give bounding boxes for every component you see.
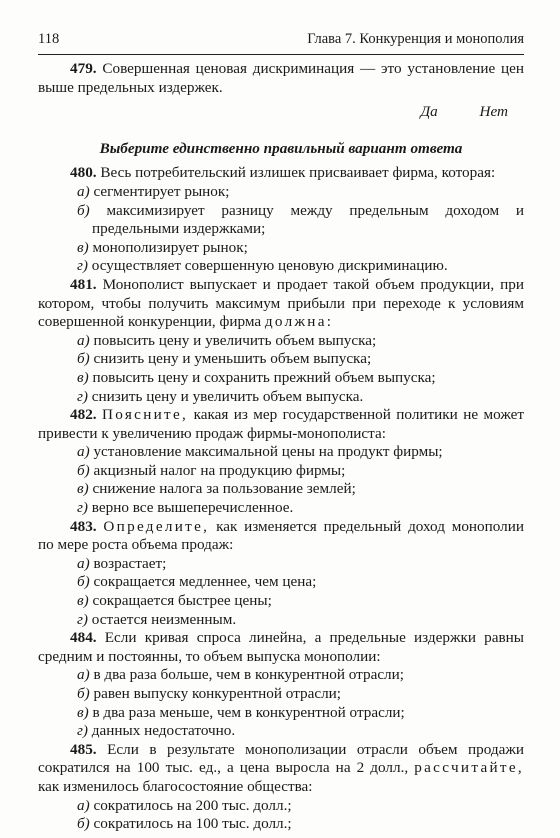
options-485 — [38, 797, 524, 834]
option-letter: г) — [77, 610, 88, 628]
header-divider — [38, 54, 524, 55]
option-letter: г) — [77, 387, 88, 405]
question-480 — [38, 164, 524, 183]
question-text-spaced: должна: — [264, 313, 334, 331]
question-number: 479. — [70, 60, 97, 77]
option-d — [38, 388, 524, 407]
option-text: осуществляет совершенную ценовую дискриминацию. — [91, 257, 448, 275]
options-481 — [38, 332, 524, 406]
option-text: верно все вышеперечисленное. — [91, 499, 294, 517]
option-a — [38, 555, 524, 574]
option-letter: б) — [77, 815, 90, 833]
option-letter: в) — [77, 480, 89, 498]
option-b — [38, 573, 524, 592]
option-text: сокращается быстрее цены; — [92, 592, 272, 610]
option-letter: в) — [77, 238, 89, 256]
option-d — [38, 257, 524, 276]
question-485 — [38, 741, 524, 797]
option-text: сокращается медленнее, чем цена; — [93, 573, 317, 591]
option-letter: а) — [77, 443, 90, 461]
option-letter: в) — [77, 368, 89, 386]
page-number: 118 — [38, 31, 60, 47]
option-text: повысить цену и увеличить объем выпуска; — [93, 331, 377, 349]
question-number: 482. — [70, 406, 97, 424]
options-482 — [38, 443, 524, 517]
option-text: сегментирует рынок; — [93, 182, 230, 200]
question-484 — [38, 629, 524, 666]
option-letter: б) — [77, 573, 90, 591]
question-481 — [38, 276, 524, 332]
option-letter: а) — [77, 796, 90, 814]
option-text: снижение налога за пользование землей; — [92, 480, 356, 498]
option-b — [38, 815, 524, 834]
question-text-end: как изменилось благосостояние общества: — [38, 777, 313, 795]
question-number: 480. — [70, 164, 97, 182]
question-483 — [38, 518, 524, 555]
option-a — [38, 443, 524, 462]
option-c — [38, 592, 524, 611]
page-content — [38, 60, 524, 834]
option-text: максимизирует разницу между предельным доходом и предельными издержками; — [92, 201, 525, 238]
question-number: 484. — [70, 629, 97, 647]
question-text: Если кривая спроса линейна, а предельные издержки равны средним и постоянны, то объем выпуска монополии: — [38, 629, 524, 665]
option-letter: б) — [77, 201, 90, 219]
question-479 — [38, 60, 524, 97]
option-d — [38, 499, 524, 518]
question-text: Если в результате монополизации отрасли объем продажи сократился на 100 тыс. ед., а цена выросла на 2 долл., — [38, 740, 525, 777]
option-letter: а) — [77, 666, 90, 684]
option-c — [38, 239, 524, 258]
option-text: данных недостаточно. — [91, 722, 236, 740]
option-letter: б) — [77, 350, 90, 368]
option-text: остается неизменным. — [91, 610, 237, 628]
option-text: в два раза больше, чем в конкурентной отрасли; — [93, 666, 404, 684]
option-a — [38, 666, 524, 685]
question-text: Совершенная ценовая дискриминация — это установление цен выше предельных издержек. — [38, 60, 525, 96]
answer-no: Нет — [479, 103, 508, 121]
option-text: возрастает; — [93, 554, 167, 572]
option-letter: г) — [77, 257, 88, 275]
question-text: Весь потребительский излишек присваивает фирма, которая: — [100, 164, 496, 182]
option-letter: б) — [77, 461, 90, 479]
option-letter: в) — [77, 592, 89, 610]
question-number: 485. — [70, 740, 97, 758]
option-text: в два раза меньше, чем в конкурентной отрасли; — [92, 703, 405, 721]
option-text: снизить цену и увеличить объем выпуска. — [91, 387, 364, 405]
option-d — [38, 611, 524, 630]
option-b — [38, 350, 524, 369]
option-b — [38, 685, 524, 704]
question-text: Монополист выпускает и продает такой объем продукции, при котором, чтобы получить максимум прибыли при переходе к условиям совершенной конкуренции, фирма — [38, 275, 525, 331]
option-text: снизить цену и уменьшить объем выпуска; — [93, 350, 372, 368]
true-false-answers — [38, 103, 524, 122]
question-text-spaced: Поясните, — [102, 406, 189, 424]
option-letter: б) — [77, 685, 90, 702]
option-c — [38, 704, 524, 723]
question-text: какая из мер государственной политики не может привести к увеличению продаж фирмы-монополиста: — [38, 406, 524, 442]
question-text-spaced: рассчитайте, — [414, 759, 524, 777]
option-b — [38, 462, 524, 481]
option-letter: а) — [77, 182, 90, 200]
answer-yes: Да — [420, 103, 438, 121]
option-text: монополизирует рынок; — [92, 238, 248, 256]
option-text: повысить цену и сохранить прежний объем выпуска; — [92, 368, 436, 386]
option-letter: а) — [77, 554, 90, 572]
chapter-title: Глава 7. Конкуренция и монополия — [307, 31, 524, 47]
section-heading: Выберите единственно правильный вариант ответа — [99, 139, 463, 157]
options-483 — [38, 555, 524, 629]
question-text: как изменяется предельный доход монополии по мере роста объема продаж: — [38, 517, 524, 554]
options-484 — [38, 666, 524, 740]
option-d — [38, 722, 524, 741]
question-482 — [38, 406, 524, 443]
option-a — [38, 797, 524, 816]
question-number: 483. — [70, 517, 97, 535]
option-letter: а) — [77, 331, 90, 349]
option-letter: в) — [77, 703, 89, 721]
option-text: установление максимальной цены на продукт фирмы; — [93, 443, 443, 461]
option-b — [38, 202, 524, 239]
option-c — [38, 369, 524, 388]
option-letter: г) — [77, 722, 88, 740]
option-a — [38, 332, 524, 351]
option-letter: г) — [77, 499, 88, 517]
option-a — [38, 183, 524, 202]
option-text: сократилось на 100 тыс. долл.; — [93, 815, 292, 833]
options-480 — [38, 183, 524, 276]
option-text: равен выпуску конкурентной отрасли; — [93, 685, 342, 702]
question-text-spaced: Определите, — [103, 517, 210, 535]
question-number: 481. — [70, 275, 97, 293]
option-c — [38, 480, 524, 499]
option-text: сократилось на 200 тыс. долл.; — [93, 796, 292, 814]
option-text: акцизный налог на продукцию фирмы; — [93, 461, 346, 479]
